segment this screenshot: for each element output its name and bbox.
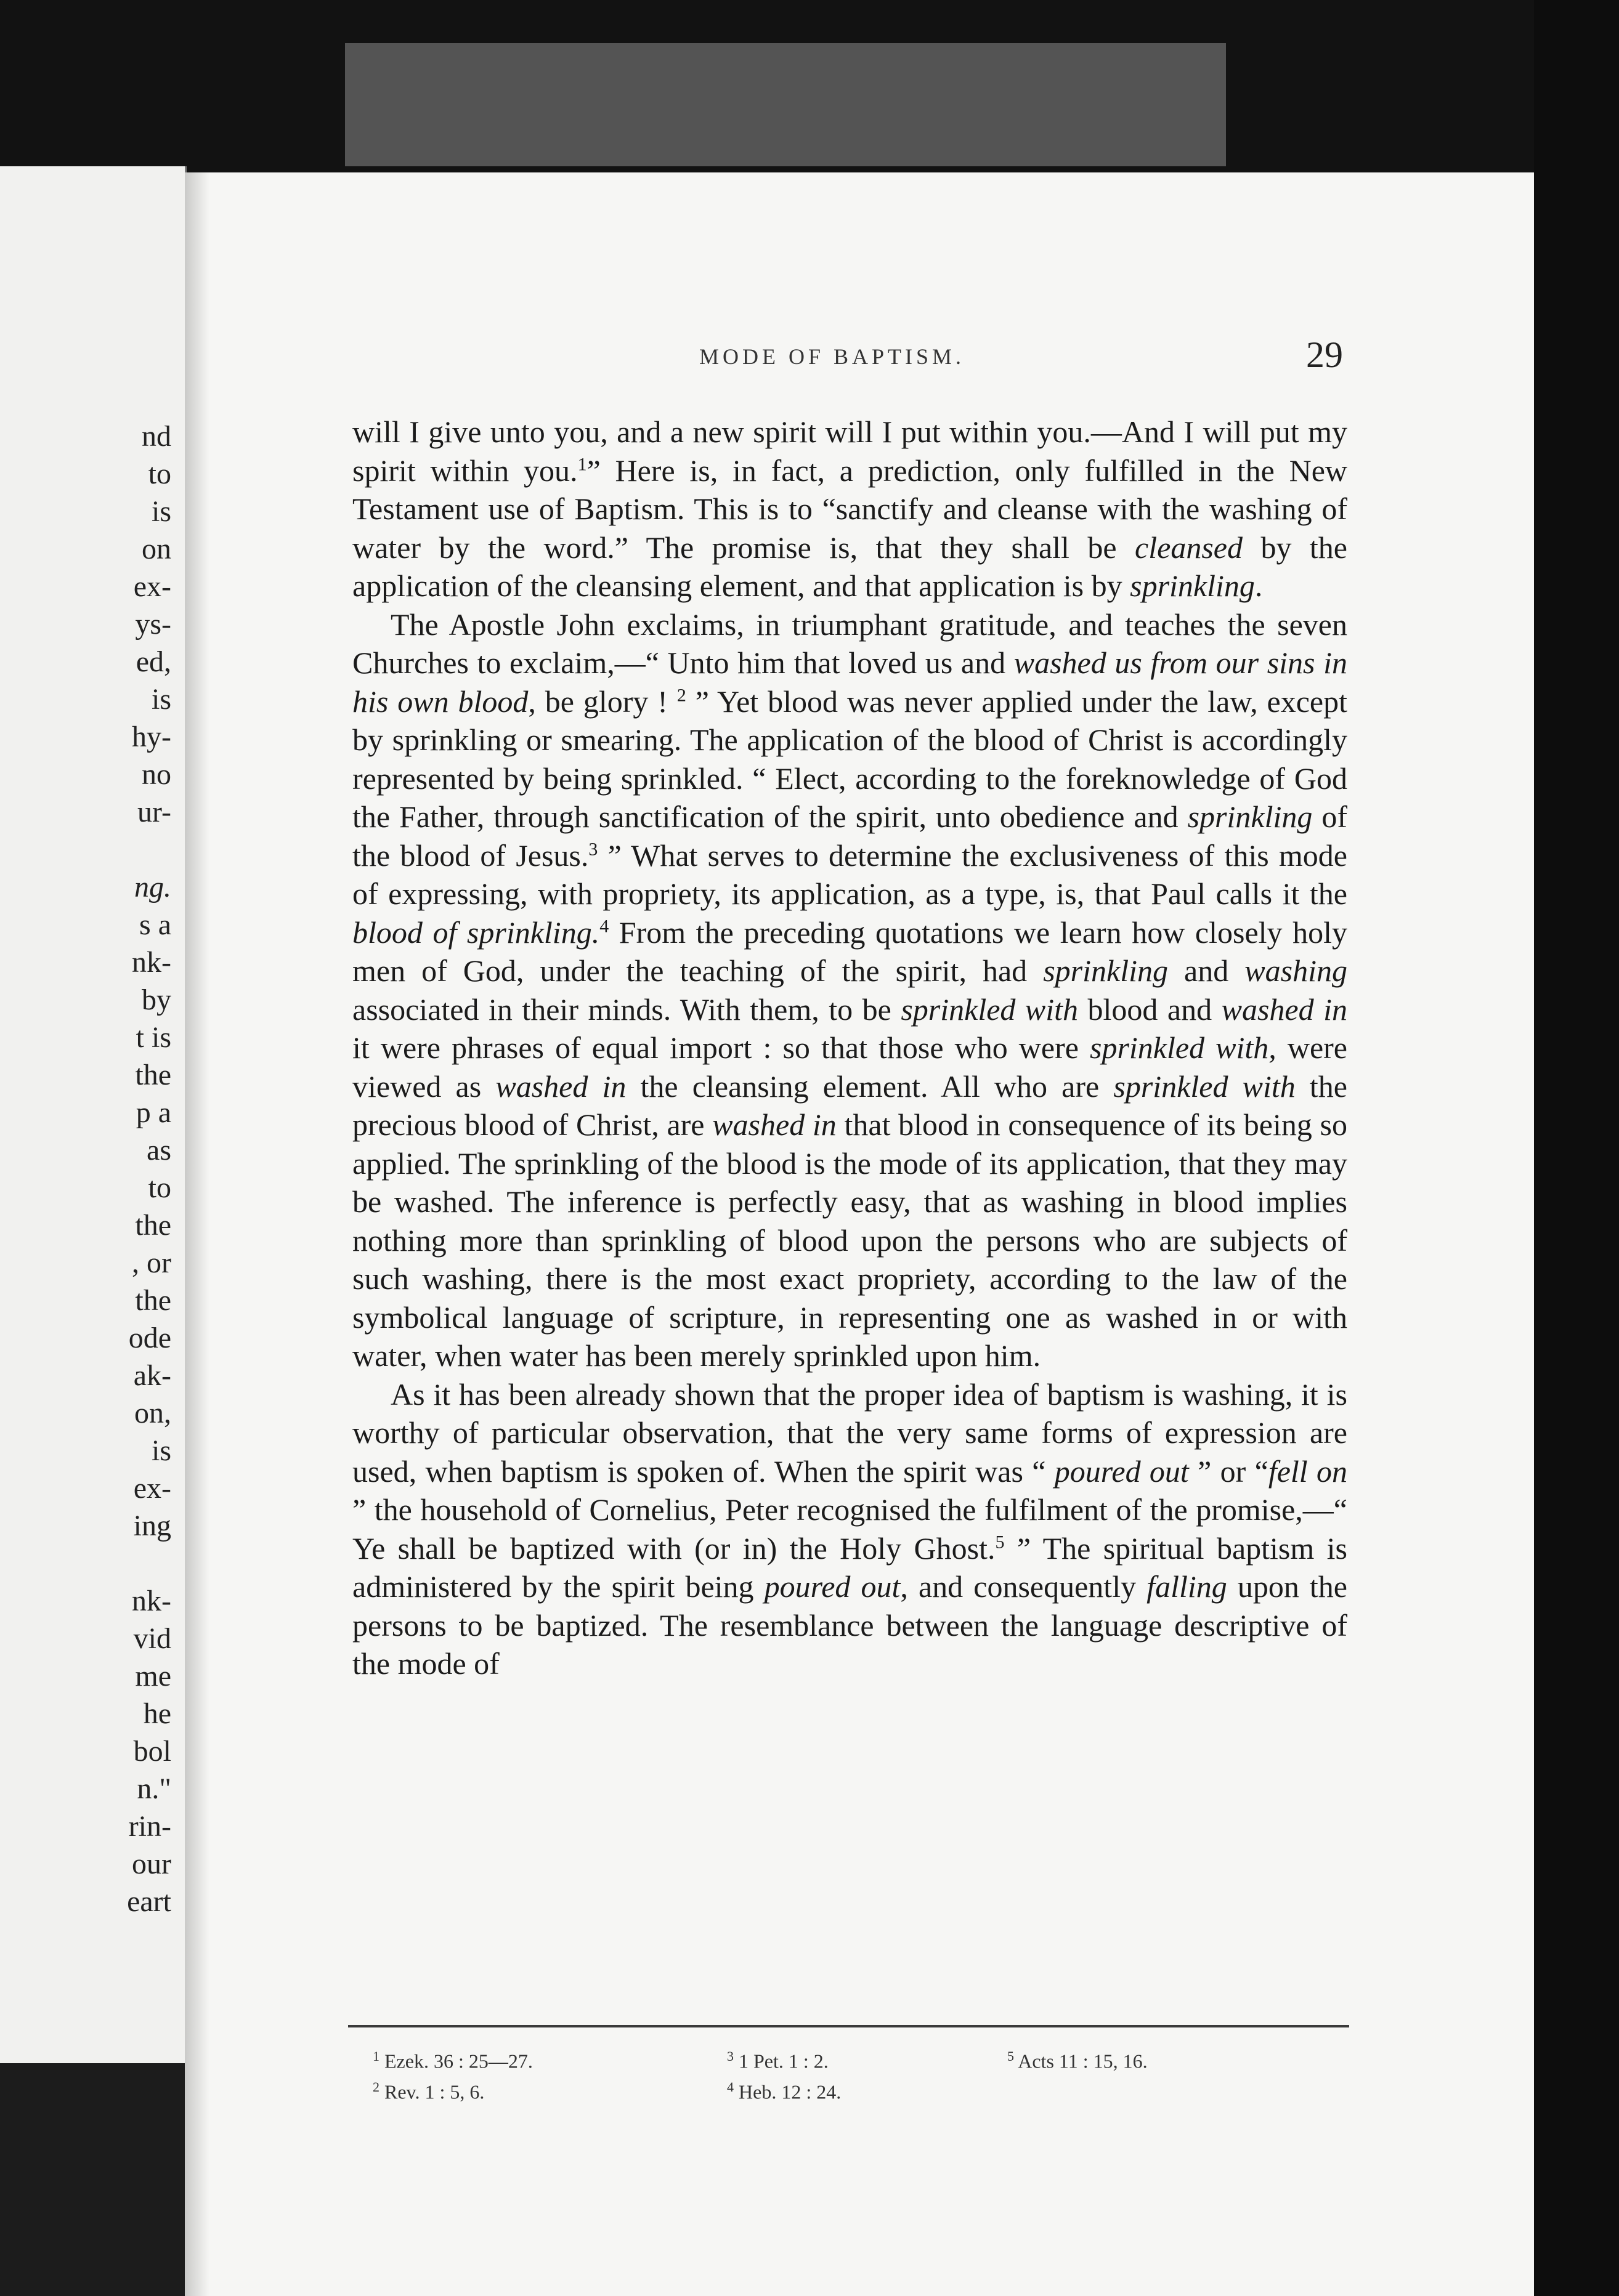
facing-page-line-fragment: s a [139,908,171,941]
text-run: by the application of the cleansing element, and that application is by [352,530,1347,603]
text-run: associated in their minds. With them, to be [352,992,901,1027]
facing-page-line-fragment: , or [132,1247,171,1279]
facing-page-line-fragment: the [135,1209,171,1242]
facing-page-line-fragment: ex- [133,570,171,603]
footnote-5: $^5$ Acts 11 : 15, 16. [1007,2048,1148,2072]
facing-page-line-fragment: bol [133,1735,171,1768]
text-run: upon the persons to be baptized. The resemblance between the language descriptive of the mode of [352,1569,1348,1681]
italic-phrase: sprinkled with [1113,1069,1296,1104]
facing-page-fragment [0,166,187,2063]
binding-strip [345,43,1226,166]
italic-phrase: fell on [1268,1453,1348,1489]
footnote-rule [348,2025,1349,2027]
facing-page-line-fragment: is [151,683,171,716]
footnote-marker: 1 [577,453,587,474]
footnote-3: $^3$ 1 Pet. 1 : 2. [727,2048,829,2072]
italic-phrase: washed in [1221,992,1347,1027]
italic-phrase: sprinkling [1043,953,1169,988]
facing-page-line-fragment: nk- [132,946,171,979]
paragraph-3 [352,1375,1347,1683]
facing-page-line-fragment: t is [136,1021,171,1054]
italic-phrase: washed us from our sins in his own blood [352,645,1348,719]
text-run: the precious blood of Christ, are [352,1069,1347,1142]
facing-page-line-fragment: eart [127,1885,171,1918]
text-run: the cleansing element. All who are [626,1069,1114,1104]
text-run: , and consequently [900,1569,1147,1604]
text-run: From the preceding quotations we learn how closely holy men of God, under the teaching of the spirit, had [352,915,1347,988]
text-run: it were phrases of equal import : so that those who were [352,1030,1090,1065]
text-run: ” The spiritual baptism is administered by the spirit being [352,1530,1347,1604]
facing-page-line-fragment: as [147,1134,171,1166]
footnote-1: $^1$ Ezek. 36 : 25—27. [373,2048,533,2072]
facing-page-line-fragment: our [132,1848,171,1880]
scan-background-right [1534,0,1619,2296]
paragraph-1 [352,413,1347,605]
facing-page-line-fragment: n." [137,1773,171,1805]
facing-page-line-fragment: rin- [128,1810,171,1843]
text-run: blood and [1078,992,1222,1027]
facing-page-line-fragment: to [148,458,171,490]
footnotes [373,2043,1321,2111]
facing-page-line-fragment: nd [142,420,171,453]
italic-phrase: cleansed [1135,530,1243,565]
facing-page-line-fragment: p a [136,1096,171,1129]
facing-page-line-fragment: ak- [133,1359,171,1392]
footnote-column-3 [1007,2043,1148,2074]
text-run: that blood in consequence of its being so applied. The sprinkling of the blood is the mode of its application, that they may be washed. The inference is perfectly easy, that as washing in blood implies nothing more than sprinkling of blood upon the persons who are subjects of such washing, there is the most exact propriety, according to the law of the symbolical language of scripture, in representing one as washed in or with water, when water has been merely sprinkled upon him. [352,1107,1347,1373]
italic-phrase: sprinkled with, [1090,1030,1276,1065]
text-run: ” the household of Cornelius, Peter recognised the fulfilment of the promise,—“ Ye shall be baptized with (or in) the Holy Ghost. [352,1492,1347,1566]
italic-phrase: washing [1244,953,1347,988]
italic-phrase: washed in [495,1069,627,1104]
facing-page-line-fragment: is [151,1434,171,1467]
paragraph-2 [352,605,1347,1375]
facing-page-line-fragment: ng. [134,871,171,903]
facing-page-line-fragment: the [135,1059,171,1091]
italic-phrase: sprinkled with [901,992,1079,1027]
footnote-marker: 5 [995,1531,1005,1552]
text-run: and [1168,953,1245,988]
facing-page-line-fragment: by [142,984,171,1016]
facing-page-line-fragment: hy- [132,721,171,753]
facing-page-line-fragment: ing [133,1510,171,1542]
text-run: were viewed as [352,1030,1347,1104]
page-number: 29 [1306,334,1343,375]
text-run: of the blood of Jesus. [352,799,1347,873]
facing-page-line-fragment: ys- [135,608,171,641]
facing-page-line-fragment: me [135,1660,171,1692]
italic-phrase: falling [1146,1569,1227,1604]
text-run: , be glory ! [528,684,677,719]
running-title: MODE OF BAPTISM. [699,344,965,369]
text-run: The Apostle John exclaims, in triumphant gratitude, and teaches the seven Churches to exclaim,—“ Unto him that loved us and [352,607,1347,680]
footnote-marker: 4 [599,915,609,936]
italic-phrase: sprinkling [1187,799,1313,834]
text-run: ” or “ [1188,1453,1268,1489]
spine-shadow [185,172,209,2296]
facing-page-line-fragment: the [135,1284,171,1317]
italic-phrase: sprinkling [1130,568,1255,603]
footnote-2: $^2$ Rev. 1 : 5, 6. [373,2079,485,2103]
body-text [352,413,1347,1683]
facing-page-line-fragment: no [142,758,171,791]
running-head [351,334,1343,381]
italic-phrase: poured out [764,1569,901,1604]
footnote-4: $^4$ Heb. 12 : 24. [727,2079,842,2103]
facing-page-line-fragment: vid [133,1622,171,1655]
text-run: ” Here is, in fact, a prediction, only fulfilled in the New Testament use of Baptism. This is to “sanctify and cleanse with the washing of water by the word.” The promise is, that they shall be [352,453,1347,565]
italic-phrase: washed in [712,1107,837,1142]
facing-page-line-fragment: is [151,495,171,528]
text-run: . [1254,568,1263,603]
footnote-column-2 [727,2043,841,2104]
italic-phrase: blood of sprinkling. [352,915,600,950]
facing-page-line-fragment: ode [128,1322,171,1354]
footnote-column-1 [373,2043,533,2104]
text-run: will I give unto you, and a new spirit will I put within you.—And I will put my spirit within you. [352,414,1347,488]
facing-page-line-fragment: nk- [132,1585,171,1617]
facing-page-line-fragment: he [143,1697,171,1730]
facing-page-line-fragment: ur- [137,796,171,828]
facing-page-line-fragment: on, [134,1397,171,1429]
italic-phrase: poured out [1054,1453,1189,1489]
facing-page-line-fragment: on [142,533,171,565]
text-run: As it has been already shown that the proper idea of baptism is washing, it is worthy of particular observation, that the very same forms of expression are used, when baptism is spoken of. When the spirit was “ [352,1376,1347,1489]
text-run: ” Yet blood was never applied under the law, except by sprinkling or smearing. The application of the blood of Christ is accordingly represented by being sprinkled. “ Elect, according to the foreknowledge of God the Father, through sanctification of the spirit, unto obedience and [352,684,1348,834]
facing-page-line-fragment: ed, [136,645,171,678]
facing-page-line-fragment: to [148,1171,171,1204]
footnote-marker: 2 [676,684,686,705]
text-run: ” What serves to determine the exclusiveness of this mode of expressing, with propriety, its application, as a type, is, that Paul calls it the [352,838,1347,911]
footnote-marker: 3 [588,838,598,859]
facing-page-line-fragment: ex- [133,1472,171,1505]
